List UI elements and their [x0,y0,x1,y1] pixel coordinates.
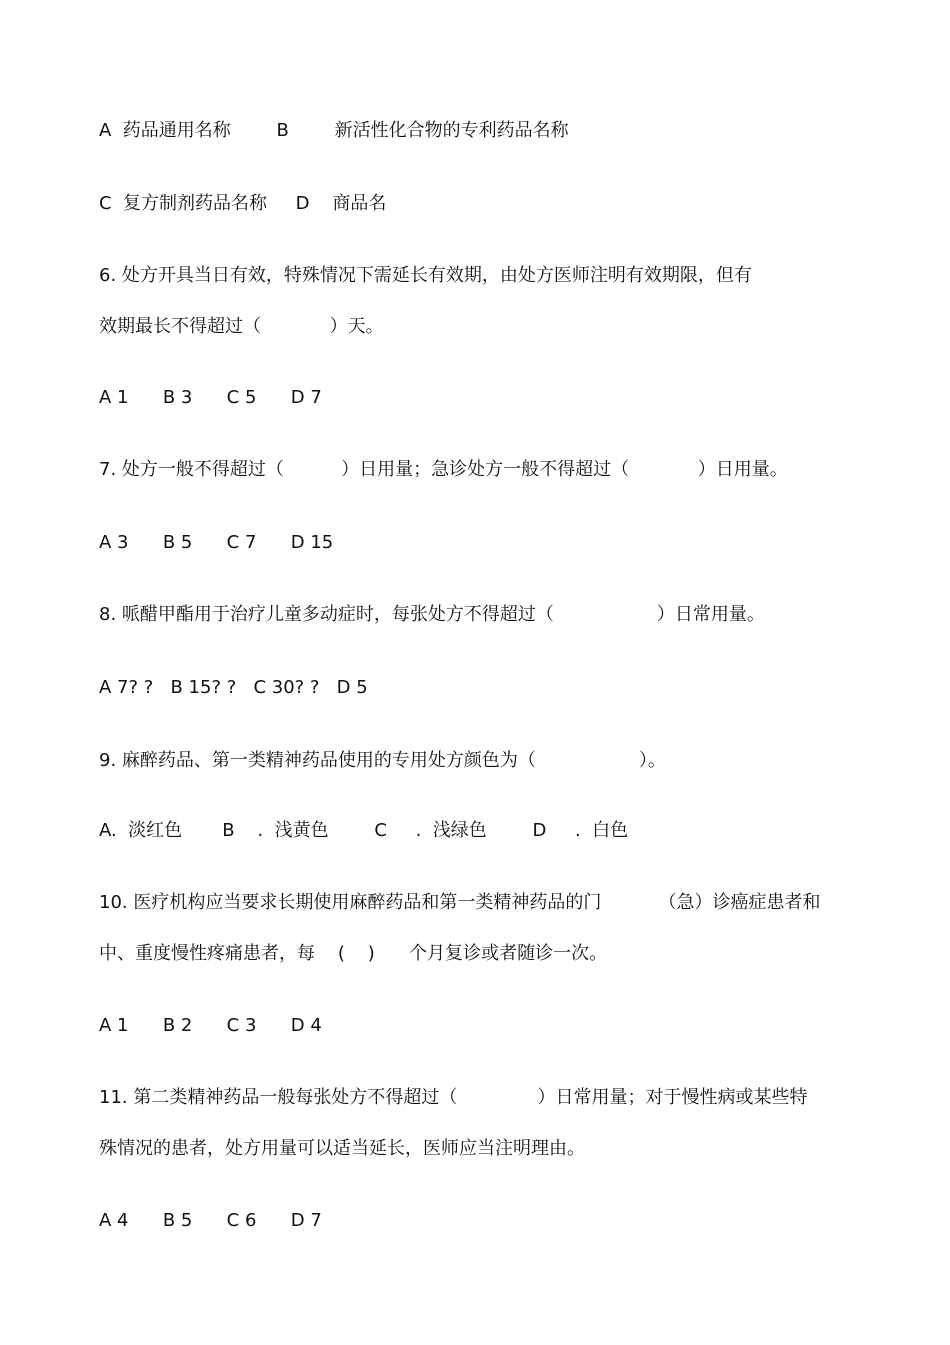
q10-question-line-2: 中、重度慢性疼痛患者，每 ( ) 个月复诊或者随诊一次。 [99,943,608,964]
q5-options-ab: A 药品通用名称 B 新活性化合物的专利药品名称 [99,120,569,141]
q6-question-line-1: 6. 处方开具当日有效，特殊情况下需延长有效期，由处方医师注明有效期限，但有 [99,265,752,286]
q11-question-line-1: 11. 第二类精神药品一般每张处方不得超过（ ）日常用量；对于慢性病或某些特 [99,1087,808,1108]
q11-question-line-2: 殊情况的患者，处方用量可以适当延长，医师应当注明理由。 [99,1138,585,1159]
q11-options: A 4 B 5 C 6 D 7 [99,1210,322,1231]
q7-options: A 3 B 5 C 7 D 15 [99,532,334,553]
q6-question-line-2: 效期最长不得超过（ ）天。 [99,316,384,337]
q6-options: A 1 B 3 C 5 D 7 [99,387,322,408]
q9-question: 9. 麻醉药品、第一类精神药品使用的专用处方颜色为（ ）。 [99,750,666,771]
q8-question: 8. 哌醋甲酯用于治疗儿童多动症时，每张处方不得超过（ ）日常用量。 [99,604,765,625]
q9-options: A. 淡红色 B . 浅黄色 C . 浅绿色 D . 白色 [99,820,629,841]
q7-question: 7. 处方一般不得超过（ ）日用量；急诊处方一般不得超过（ ）日用量。 [99,459,788,480]
q10-question-line-1: 10. 医疗机构应当要求长期使用麻醉药品和第一类精神药品的门 （急）诊癌症患者和 [99,892,821,913]
q10-options: A 1 B 2 C 3 D 4 [99,1015,322,1036]
q8-options: A 7? ? B 15? ? C 30? ? D 5 [99,677,368,698]
q5-options-cd: C 复方制剂药品名称 D 商品名 [99,193,387,214]
